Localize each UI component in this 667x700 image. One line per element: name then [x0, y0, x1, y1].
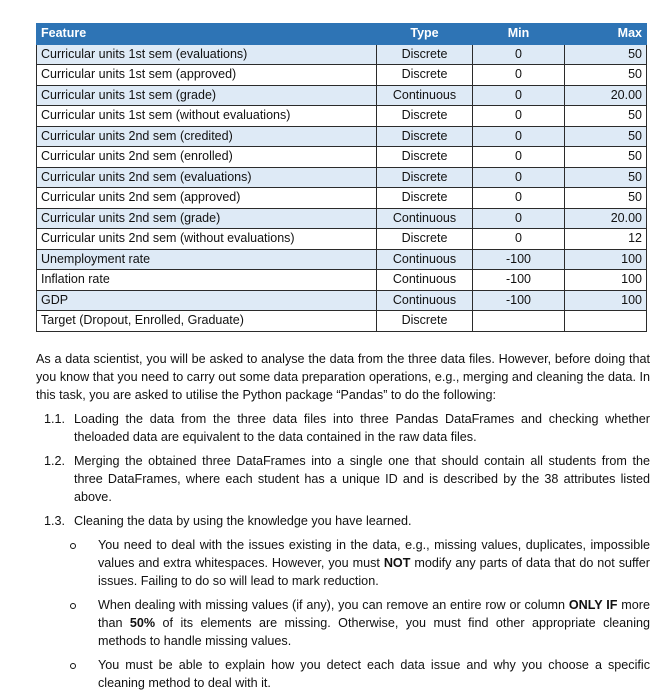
cell-type: Continuous — [377, 249, 473, 270]
cell-max: 100 — [565, 249, 647, 270]
bullet-circle-icon — [70, 543, 76, 549]
task-item-1-2 — [36, 452, 650, 506]
item-text: Loading the data from the three data files into three Pandas DataFrames and checking whether theloaded data are equivalent to the data contained in the raw data files. — [74, 412, 650, 444]
cell-min: 0 — [473, 147, 565, 168]
cell-feature: Target (Dropout, Enrolled, Graduate) — [37, 311, 377, 332]
table-row — [37, 270, 647, 291]
table-row — [37, 208, 647, 229]
cell-min: -100 — [473, 249, 565, 270]
table-row — [37, 229, 647, 250]
cell-type: Continuous — [377, 85, 473, 106]
cell-feature: Curricular units 2nd sem (approved) — [37, 188, 377, 209]
item-number: 1.2. — [44, 454, 66, 468]
cell-feature: Curricular units 1st sem (approved) — [37, 65, 377, 86]
header-min: Min — [473, 24, 565, 45]
cell-type: Continuous — [377, 208, 473, 229]
cell-type: Discrete — [377, 147, 473, 168]
cell-feature: Curricular units 2nd sem (grade) — [37, 208, 377, 229]
cell-min: 0 — [473, 188, 565, 209]
item-text: Merging the obtained three DataFrames into a single one that should contain all students from the three DataFrames, where each student has a unique ID and is described by the 38 attributes listed above. — [74, 454, 650, 504]
cell-min: 0 — [473, 126, 565, 147]
intro-paragraph: As a data scientist, you will be asked to analyse the data from the three data files. However, before doing that you know that you need to carry out some data preparation operations, e.g., merging and cleaning the data. In this task, you are asked to utilise the Python package “Pandas” to do the following: — [36, 352, 650, 402]
bullet-circle-icon — [70, 663, 76, 669]
table-row — [37, 290, 647, 311]
cell-feature: Curricular units 1st sem (without evaluations) — [37, 106, 377, 127]
bullet-text: of its elements are missing. Otherwise, you must find other appropriate cleaning methods to handle missing values. — [98, 616, 650, 648]
cell-max: 50 — [565, 167, 647, 188]
task-description — [36, 350, 650, 692]
task-item-1-1 — [36, 410, 650, 446]
bullet-data-issues — [36, 536, 650, 590]
bullet-circle-icon — [70, 603, 76, 609]
cell-min: 0 — [473, 44, 565, 65]
item-text: Cleaning the data by using the knowledge you have learned. — [74, 514, 412, 528]
cell-min — [473, 311, 565, 332]
cell-max: 12 — [565, 229, 647, 250]
cell-feature: Curricular units 2nd sem (without evaluations) — [37, 229, 377, 250]
header-max: Max — [565, 24, 647, 45]
cell-min: 0 — [473, 65, 565, 86]
bullet-text: You need to deal with the issues existing in the data, e.g., missing values, duplicates, impossible values and extra whitespaces. However, you must — [98, 538, 650, 570]
cell-type: Discrete — [377, 126, 473, 147]
cell-feature: Curricular units 1st sem (grade) — [37, 85, 377, 106]
cell-type: Discrete — [377, 167, 473, 188]
cell-type: Discrete — [377, 44, 473, 65]
cell-max: 20.00 — [565, 208, 647, 229]
cell-min: 0 — [473, 208, 565, 229]
cell-min: 0 — [473, 167, 565, 188]
table-row — [37, 126, 647, 147]
cell-type: Continuous — [377, 270, 473, 291]
cell-min: 0 — [473, 229, 565, 250]
cell-feature: Unemployment rate — [37, 249, 377, 270]
item-number: 1.1. — [44, 412, 66, 426]
bullet-text: modify any parts of data that do not suffer issues. Failing to do so will lead to mark reduction. — [98, 556, 650, 588]
cell-max: 100 — [565, 290, 647, 311]
table-row — [37, 44, 647, 65]
cell-type: Discrete — [377, 229, 473, 250]
cell-max: 50 — [565, 147, 647, 168]
bullet-emphasis: 50% — [129, 616, 156, 630]
bullet-text: You must be able to explain how you detect each data issue and why you choose a specific cleaning method to deal with it. — [98, 658, 650, 690]
cell-min: 0 — [473, 106, 565, 127]
table-row — [37, 249, 647, 270]
cell-feature: GDP — [37, 290, 377, 311]
task-item-1-3 — [36, 512, 650, 530]
table-row — [37, 147, 647, 168]
table-row — [37, 65, 647, 86]
cell-type: Discrete — [377, 188, 473, 209]
cell-max: 100 — [565, 270, 647, 291]
cell-feature: Curricular units 1st sem (evaluations) — [37, 44, 377, 65]
bullet-text: When dealing with missing values (if any), you can remove an entire row or column — [98, 598, 569, 612]
header-feature: Feature — [37, 24, 377, 45]
bullet-explain-methods — [36, 656, 650, 692]
bullet-emphasis: ONLY IF — [568, 598, 618, 612]
cell-max: 20.00 — [565, 85, 647, 106]
cell-feature: Curricular units 2nd sem (evaluations) — [37, 167, 377, 188]
cell-feature: Curricular units 2nd sem (enrolled) — [37, 147, 377, 168]
cell-min: 0 — [473, 85, 565, 106]
cell-max: 50 — [565, 106, 647, 127]
cell-feature: Curricular units 2nd sem (credited) — [37, 126, 377, 147]
cell-max — [565, 311, 647, 332]
cell-max: 50 — [565, 65, 647, 86]
cell-max: 50 — [565, 188, 647, 209]
header-type: Type — [377, 24, 473, 45]
bullet-emphasis: NOT — [383, 556, 411, 570]
cell-min: -100 — [473, 270, 565, 291]
cell-max: 50 — [565, 44, 647, 65]
cell-max: 50 — [565, 126, 647, 147]
cell-type: Continuous — [377, 290, 473, 311]
table-row — [37, 311, 647, 332]
table-row — [37, 167, 647, 188]
table-row — [37, 85, 647, 106]
cell-type: Discrete — [377, 311, 473, 332]
table-row — [37, 106, 647, 127]
item-number: 1.3. — [44, 514, 66, 528]
cell-feature: Inflation rate — [37, 270, 377, 291]
bullet-text: more than — [98, 598, 650, 630]
table-row — [37, 188, 647, 209]
cell-min: -100 — [473, 290, 565, 311]
table-header-row — [37, 24, 647, 45]
cell-type: Discrete — [377, 65, 473, 86]
bullet-missing-values — [36, 596, 650, 650]
feature-table — [36, 23, 647, 332]
cell-type: Discrete — [377, 106, 473, 127]
